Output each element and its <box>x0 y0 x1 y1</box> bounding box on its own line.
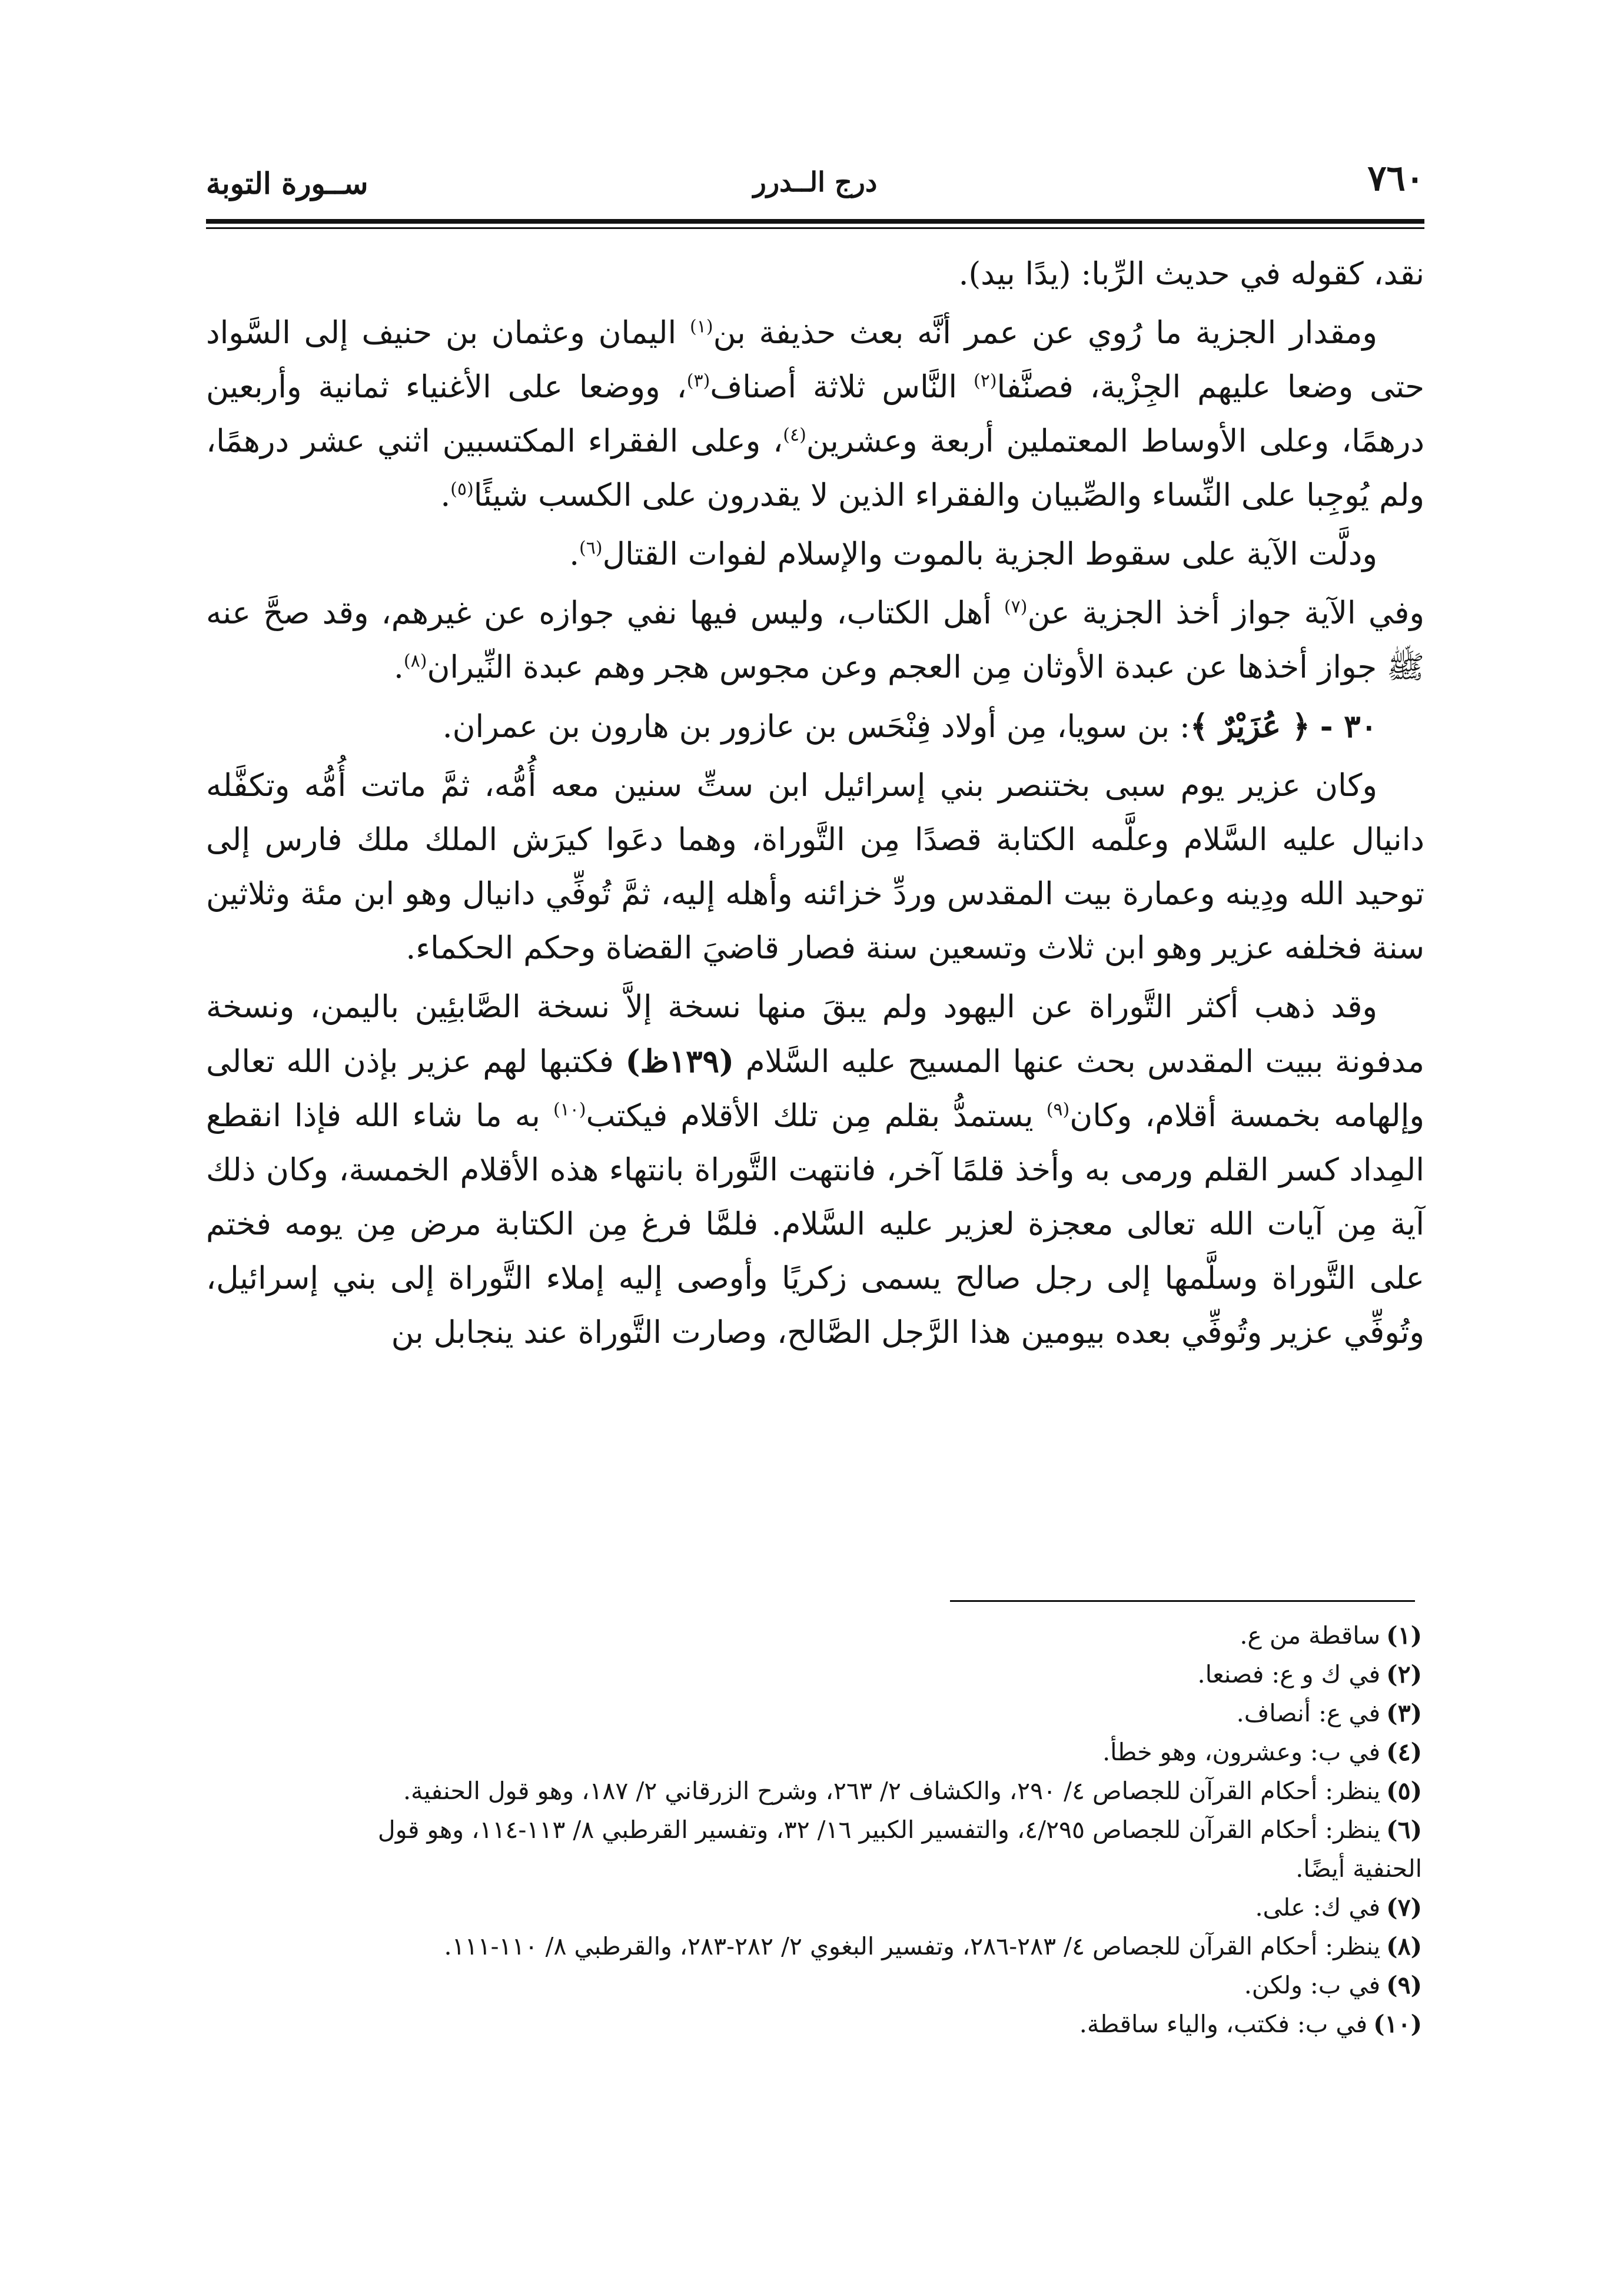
verse-number: ٣٠ - <box>1320 708 1377 745</box>
footnote-text: في ك: على. <box>1255 1893 1381 1922</box>
footnote-text: الحنفية أيضًا. <box>1296 1854 1422 1883</box>
footnote-mark: (٧) <box>1004 596 1028 618</box>
main-text <box>206 247 1424 1365</box>
footnote-number: (٣) <box>1386 1699 1422 1727</box>
paragraph-text: . <box>394 649 404 685</box>
paragraph-text: أهل الكتاب، وليس فيها نفي جوازه عن غيرهم، وقد صحَّ عنه ﷺ جواز أخذها عن عبدة الأوثان مِن العجم وعن مجوس هجر وهم عبدة النِّيران <box>206 595 1424 685</box>
footnote-number: (١) <box>1386 1621 1422 1650</box>
footnote-mark: (١٠) <box>553 1099 586 1120</box>
manuscript-folio-marker: (١٣٩ظ) <box>625 1043 735 1080</box>
footnote-mark: (٢) <box>973 370 997 391</box>
header-rule-thin <box>206 227 1424 229</box>
paragraph-text: النَّاس ثلاثة أصناف <box>710 369 958 405</box>
footnote-number: (٧) <box>1386 1893 1422 1922</box>
paragraph-1 <box>206 247 1424 301</box>
footnote-number: (٩) <box>1386 1971 1422 1999</box>
footnote-item <box>206 1694 1424 1733</box>
paragraph-text: وفي الآية جواز أخذ الجزية عن <box>1027 595 1424 631</box>
paragraph-text: فكتبها لهم عزير بإذن الله تعالى وإلهامه بخمسة أقلام، وكان <box>206 1044 1424 1134</box>
footnote-number: (٢) <box>1386 1660 1422 1688</box>
footnote-item <box>206 1655 1424 1694</box>
footnote-item <box>206 1888 1424 1927</box>
footnote-number: (٤) <box>1386 1738 1422 1766</box>
paragraph-7 <box>206 980 1424 1360</box>
paragraph-3 <box>206 527 1424 582</box>
footnote-continuation <box>206 1849 1424 1888</box>
footnote-text: ساقطة من ع. <box>1240 1621 1381 1650</box>
footnote-mark: (٥) <box>450 479 474 500</box>
footnote-mark: (٩) <box>1046 1099 1070 1120</box>
paragraph-text: وقد ذهب أكثر التَّوراة عن اليهود ولم يبقَ منها نسخة إلاَّ نسخة الصَّابئِين باليمن، ونسخة مدفونة ببيت المقدس بحث عنها المسيح عليه السَّلام <box>206 989 1424 1080</box>
footnotes <box>206 1616 1424 2043</box>
footnote-item <box>206 1771 1424 1810</box>
footnote-text: في ب: ولكن. <box>1244 1971 1381 1999</box>
paragraph-text: . <box>569 536 580 572</box>
paragraph-6 <box>206 759 1424 976</box>
footnote-separator <box>950 1600 1415 1602</box>
footnote-mark: (٣) <box>686 370 710 391</box>
paragraph-text: نقد، كقوله في حديث الرِّبا: (يدًا بيد). <box>958 256 1424 292</box>
footnote-text: في ك و ع: فصنعا. <box>1197 1660 1381 1688</box>
footnote-number: (٥) <box>1386 1777 1422 1805</box>
paragraph-text: ، ووضعا على الأغنياء ثمانية وأربعين درهمًا، وعلى الأوساط المعتملين أربعة وعشرين <box>206 369 1425 459</box>
footnote-mark: (٤) <box>783 424 806 446</box>
footnote-text: ينظر: أحكام القرآن للجصاص ٤/ ٢٩٠، والكشاف ٢/ ٢٦٣، وشرح الزرقاني ٢/ ١٨٧، وهو قول الحنفية. <box>403 1777 1381 1805</box>
footnote-number: (٨) <box>1386 1932 1422 1960</box>
paragraph-text: به ما شاء الله فإذا انقطع المِداد كسر القلم ورمى به وأخذ قلمًا آخر، فانتهت التَّوراة بانتهاء هذه الأقلام الخمسة، وكان ذلك آية مِن آيات الله تعالى معجزة لعزير عليه السَّلام. فلمَّا فرغ مِن الكتابة مرض مِن يومه فختم على التَّوراة وسلَّمها إلى رجل صالح يسمى زكريًا وأوصى إليه إملاء التَّوراة إلى بني إسرائيل، وتُوفِّي عزير وتُوفِّي بعده بيومين هذا الرَّجل الصَّالح، وصارت التَّوراة عند ينجابل بن <box>206 1098 1424 1351</box>
footnote-item <box>206 1810 1424 1849</box>
footnote-text: ينظر: أحكام القرآن للجصاص ٤/ ٢٨٣-٢٨٦، وتفسير البغوي ٢/ ٢٨٢-٢٨٣، والقرطبي ٨/ ١١٠-١١١. <box>444 1932 1381 1960</box>
page-header <box>206 158 1424 223</box>
footnote-item <box>206 1616 1424 1655</box>
paragraph-text: وكان عزير يوم سبى بختنصر بني إسرائيل ابن ستِّ سنين معه أُمُّه، ثمَّ ماتت أُمُّه وتكفَّله دانيال عليه السَّلام وعلَّمه الكتابة قصدًا مِن التَّوراة، وهما دعَوا كيرَش الملك ملك فارس إلى توحيد الله ودِينه وعمارة بيت المقدس وردِّ خزائنه وأهله إليه، ثمَّ تُوفِّي دانيال وهو ابن مئة وثلاثين سنة فخلفه عزير وهو ابن ثلاث وتسعين سنة فصار قاضيَ القضاة وحكم الحكماء. <box>206 768 1424 966</box>
footnote-text: في ب: وعشرون، وهو خطأ. <box>1102 1738 1381 1766</box>
paragraph-5 <box>206 699 1424 754</box>
footnote-number: (١٠) <box>1373 2010 1422 2038</box>
footnote-mark: (٦) <box>579 537 603 559</box>
paragraph-text: يستمدُّ بقلم مِن تلك الأقلام فيكتب <box>586 1098 1034 1134</box>
footnote-text: ينظر: أحكام القرآن للجصاص ٤/٢٩٥، والتفسير الكبير ١٦/ ٣٢، وتفسير القرطبي ٨/ ١١٣-١١٤، وهو قول <box>377 1816 1381 1844</box>
footnote-number: (٦) <box>1386 1816 1422 1844</box>
paragraph-text: ومقدار الجزية ما رُوي عن عمر أنَّه بعث حذيفة بن <box>713 315 1377 351</box>
paragraph-text: ودلَّت الآية على سقوط الجزية بالموت والإسلام لفوات القتال <box>602 536 1377 572</box>
quran-word: ﴿ عُزَيْرٌ ﴾ <box>1190 708 1310 745</box>
footnote-mark: (٨) <box>403 651 427 672</box>
paragraph-text: ، وعلى الفقراء المكتسبين اثني عشر درهمًا، ولم يُوجِبا على النِّساء والصِّبيان والفقراء الذين لا يقدرون على الكسب شيئًا <box>206 423 1424 513</box>
footnote-item <box>206 1927 1424 1966</box>
surah-name: ســورة التوبة <box>206 166 368 201</box>
footnote-text: في ع: أنصاف. <box>1236 1699 1381 1727</box>
paragraph-text: . <box>440 477 451 513</box>
paragraph-text: اليمان وعثمان بن حنيف إلى السَّواد حتى وضعا عليهم الجِزْية، فصنَّفا <box>206 315 1424 405</box>
footnote-mark: (١) <box>690 316 713 337</box>
footnote-item <box>206 2005 1424 2043</box>
book-title: درج الــدرر <box>753 166 878 198</box>
page-number: ٧٦٠ <box>1367 158 1424 199</box>
header-rule-thick <box>206 219 1424 224</box>
footnote-text: في ب: فكتب، والياء ساقطة. <box>1079 2010 1368 2038</box>
footnote-item <box>206 1733 1424 1771</box>
paragraph-2 <box>206 306 1424 523</box>
footnote-item <box>206 1966 1424 2005</box>
paragraph-text: : بن سويا، مِن أولاد فِنْحَس بن عازور بن هارون بن عمران. <box>442 709 1190 745</box>
paragraph-4 <box>206 586 1424 695</box>
